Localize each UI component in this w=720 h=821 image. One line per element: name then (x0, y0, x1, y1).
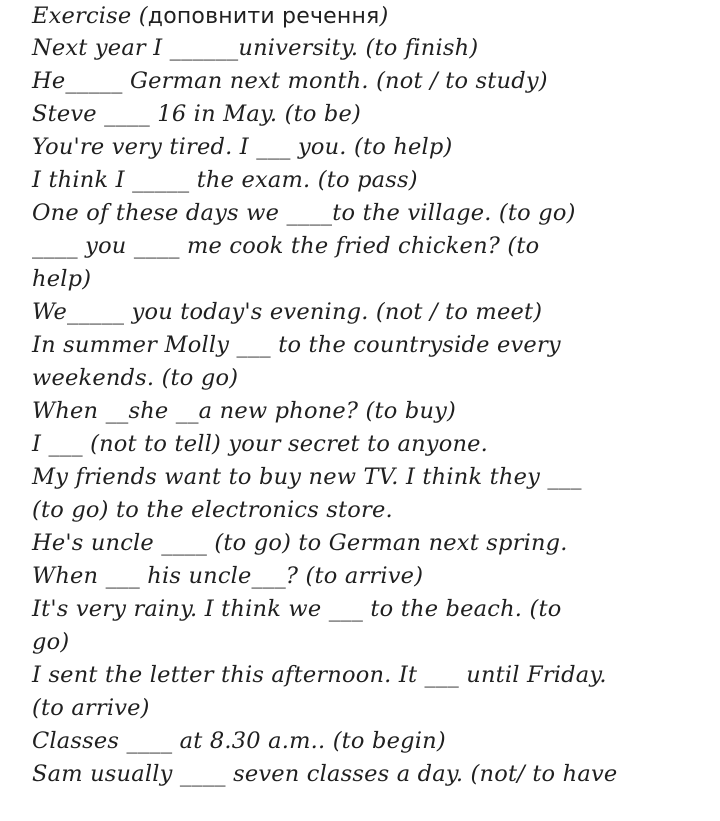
exercise-line-8: We_____ you today's evening. (not / to meet) (32, 299, 543, 325)
title-ukrainian: доповнити речення (147, 4, 380, 29)
exercise-line-7-cont: help) (32, 266, 92, 292)
exercise-line-12-cont: (to go) to the electronics store. (32, 497, 393, 523)
exercise-line-12: My friends want to buy new TV. I think they ___ (32, 464, 582, 490)
exercise-line-18: Sam usually ____ seven classes a day. (not/ to have (32, 761, 618, 787)
exercise-line-16-cont: (to arrive) (32, 695, 150, 721)
exercise-line-5: I think I _____ the exam. (to pass) (32, 167, 418, 193)
title-suffix: ) (379, 3, 389, 29)
exercise-line-15-cont: go) (32, 629, 70, 655)
exercise-line-17: Classes ____ at 8.30 a.m.. (to begin) (32, 728, 446, 754)
exercise-line-9: In summer Molly ___ to the countryside every (32, 332, 561, 358)
title-prefix: Exercise ( (32, 3, 148, 29)
exercise-line-13: He's uncle ____ (to go) to German next spring. (32, 530, 568, 556)
exercise-title (32, 0, 712, 33)
exercise-line-15: It's very rainy. I think we ___ to the beach. (to (32, 596, 562, 622)
exercise-line-7: ____ you ____ me cook the fried chicken? (to (32, 233, 540, 259)
exercise-line-14: When ___ his uncle___? (to arrive) (32, 563, 424, 589)
exercise-line-1: Next year I ______university. (to finish) (32, 35, 479, 61)
exercise-line-3: Steve ____ 16 in May. (to be) (32, 101, 362, 127)
exercise-line-16: I sent the letter this afternoon. It ___ until Friday. (32, 662, 607, 688)
exercise-line-9-cont: weekends. (to go) (32, 365, 239, 391)
exercise-line-10: When __she __a new phone? (to buy) (32, 398, 457, 424)
exercise-line-11: I ___ (not to tell) your secret to anyone. (32, 431, 489, 457)
exercise-line-4: You're very tired. I ___ you. (to help) (32, 134, 453, 160)
exercise-line-2: He_____ German next month. (not / to study) (32, 68, 548, 94)
exercise-line-6: One of these days we ____to the village. (to go) (32, 200, 576, 226)
